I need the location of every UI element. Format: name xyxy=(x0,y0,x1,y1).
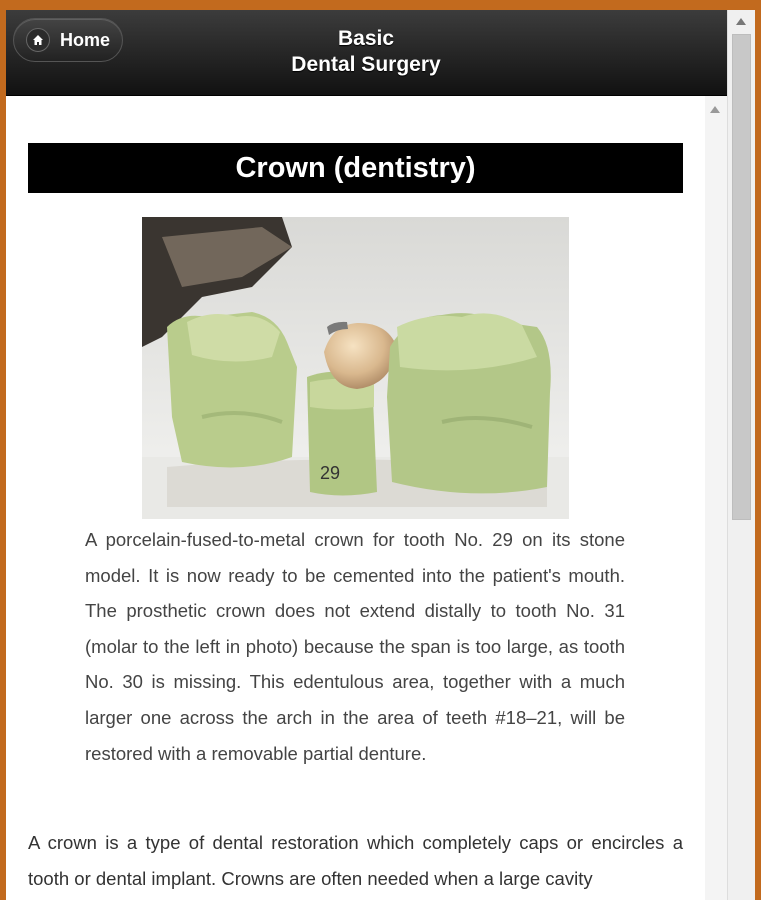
article-paragraph: A crown is a type of dental restoration which completely caps or encircles a tooth or dental implant. Crowns are often needed when a large cavity xyxy=(28,832,683,889)
content-scrollbar[interactable] xyxy=(705,96,727,900)
home-button-label: Home xyxy=(60,29,111,50)
window-scroll-thumb[interactable] xyxy=(732,34,751,520)
window-scrollbar[interactable] xyxy=(727,10,755,900)
app-title-line1: Basic xyxy=(337,27,395,50)
app-title-line2: Dental Surgery xyxy=(291,53,441,76)
photo-tooth-number: 29 xyxy=(320,463,341,483)
page-title: Crown (dentistry) xyxy=(28,143,683,193)
crown-photo xyxy=(142,217,569,519)
window-scroll-up-icon[interactable] xyxy=(736,18,746,25)
app-window xyxy=(6,10,755,900)
article-content xyxy=(6,96,705,900)
image-caption: A porcelain-fused-to-metal crown for tooth No. 29 on its stone model. It is now ready to be cemented into the patient's mouth. The prosthetic crown does not extend distally to tooth No. 31 (molar to the left in photo) because the span is too large, as tooth No. 30 is missing. This edentulous area, together with a much larger one across the arch in the area of teeth #18–21, will be restored with a removable partial denture. xyxy=(85,529,625,764)
header-bar xyxy=(6,10,727,96)
app-title xyxy=(236,26,496,78)
home-icon xyxy=(26,28,50,52)
scroll-up-arrow-icon[interactable] xyxy=(710,106,720,113)
home-button[interactable] xyxy=(13,18,123,62)
